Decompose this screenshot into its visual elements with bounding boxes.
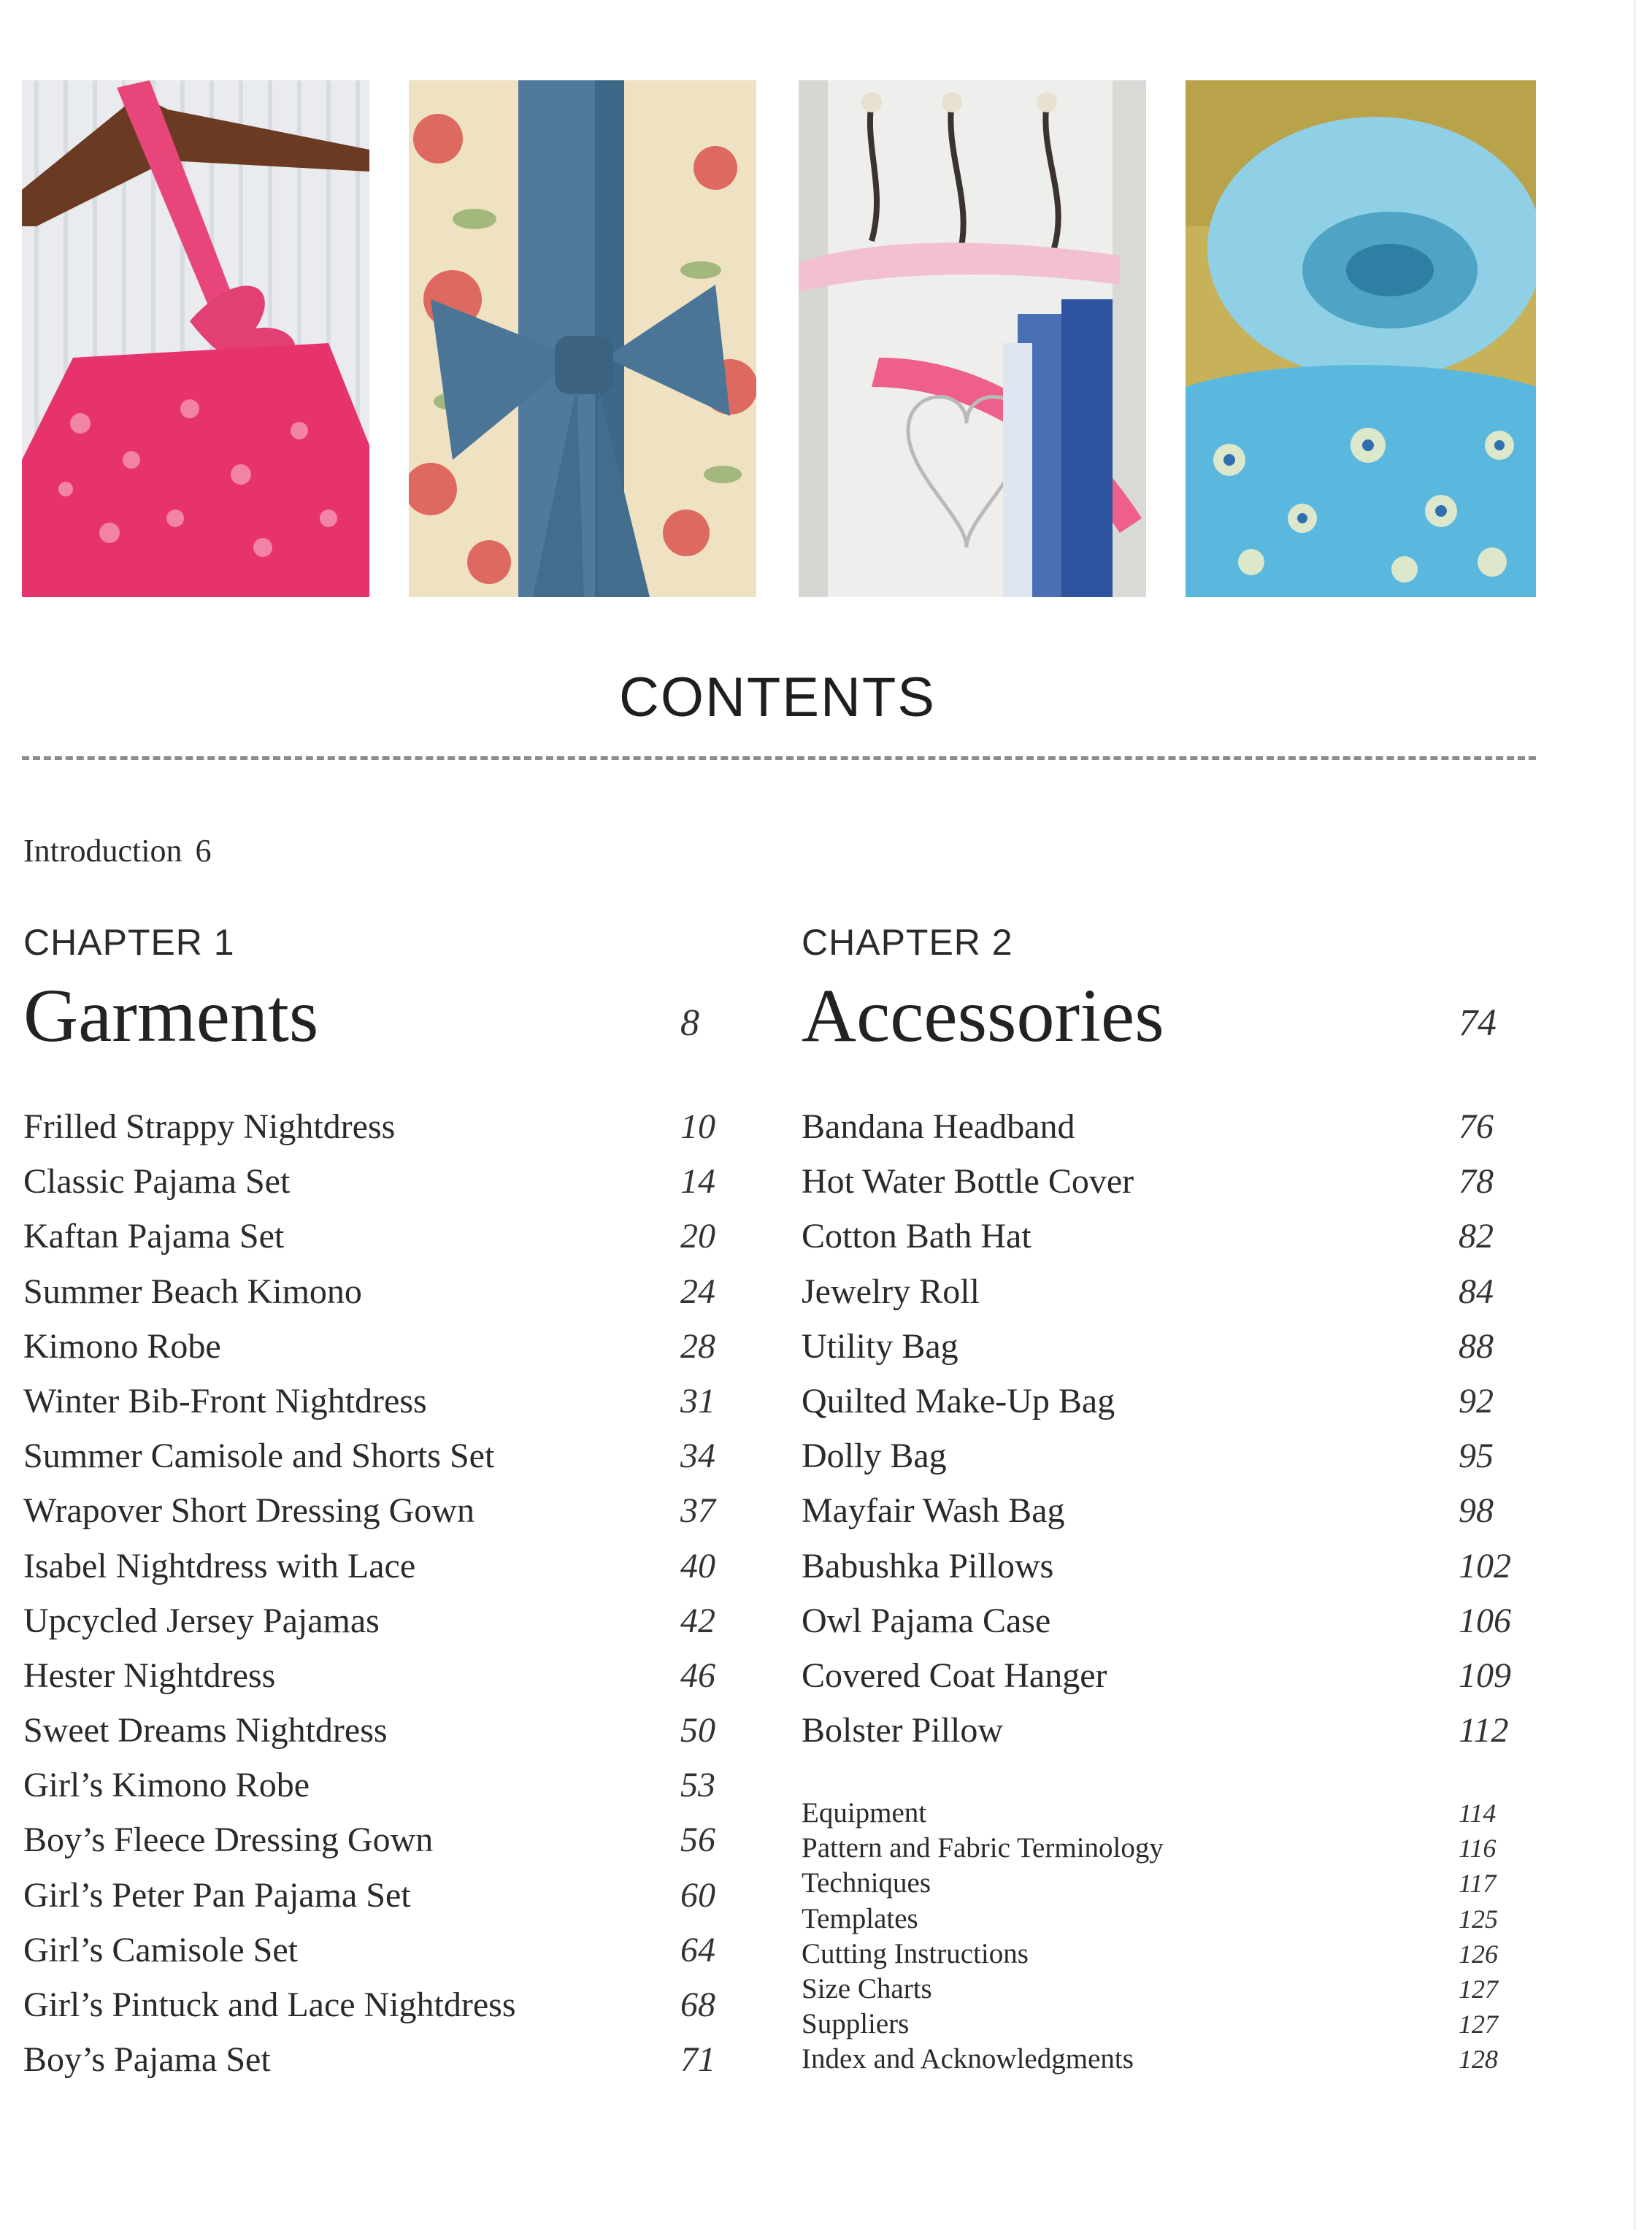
toc-title: Covered Coat Hanger [802, 1656, 1107, 1695]
chapter-heading[interactable] [802, 972, 1532, 1082]
toc-page: 98 [1459, 1491, 1494, 1531]
toc-page: 68 [680, 1985, 715, 2024]
toc-title: Techniques [802, 1867, 931, 1899]
dashed-divider [22, 756, 1536, 760]
toc-page: 112 [1459, 1711, 1509, 1750]
toc-entry[interactable] [802, 1703, 1561, 1758]
toc-title: Winter Bib-Front Nightdress [23, 1381, 427, 1420]
toc-entry[interactable] [802, 1937, 1561, 1972]
toc-entry[interactable] [23, 1099, 783, 1154]
toc-title: Wrapover Short Dressing Gown [23, 1491, 475, 1531]
toc-entry[interactable] [23, 1264, 783, 1319]
toc-introduction[interactable] [23, 832, 212, 869]
toc-page: 71 [680, 2040, 715, 2080]
toc-page: 102 [1459, 1546, 1511, 1585]
toc-title: Sweet Dreams Nightdress [23, 1711, 388, 1750]
toc-page: 125 [1459, 1904, 1498, 1934]
toc-title: Babushka Pillows [802, 1546, 1054, 1585]
toc-title: Frilled Strappy Nightdress [23, 1107, 396, 1146]
toc-page: 64 [680, 1930, 715, 1969]
toc-title: Boy’s Fleece Dressing Gown [23, 1820, 434, 1860]
toc-page: 88 [1459, 1326, 1494, 1366]
toc-title: Jewelry Roll [802, 1272, 980, 1311]
toc-entry[interactable] [23, 1539, 783, 1593]
toc-title: Suppliers [802, 2008, 910, 2040]
photo-drawstring-bag [1186, 80, 1536, 597]
toc-entry[interactable] [802, 1539, 1561, 1593]
toc-entry[interactable] [802, 1319, 1561, 1374]
toc-page: 78 [1459, 1162, 1494, 1201]
toc-title: Bolster Pillow [802, 1711, 1004, 1750]
toc-entry[interactable] [23, 1923, 783, 1977]
toc-entry[interactable] [802, 1648, 1561, 1703]
photo-pink-camisole [22, 80, 369, 597]
toc-entry[interactable] [802, 1264, 1561, 1319]
toc-entry[interactable] [23, 1374, 783, 1429]
toc-page: 128 [1459, 2045, 1498, 2075]
toc-page: 50 [680, 1711, 715, 1750]
toc-entry[interactable] [23, 1868, 783, 1923]
toc-title: Utility Bag [802, 1326, 958, 1366]
toc-page: 42 [680, 1601, 715, 1640]
chapter-label: CHAPTER 2 [802, 922, 1013, 963]
chapter-1-list [23, 1099, 783, 2087]
toc-page: 24 [680, 1272, 715, 1311]
toc-entry[interactable] [802, 1154, 1561, 1209]
toc-entry[interactable] [802, 1831, 1561, 1866]
chapter-2-section [802, 921, 1532, 1750]
photo-coat-hanger [799, 80, 1146, 597]
toc-title: Hester Nightdress [23, 1656, 276, 1695]
toc-title: Size Charts [802, 1972, 932, 2004]
toc-page: 106 [1459, 1601, 1511, 1640]
toc-page: 116 [1459, 1834, 1497, 1864]
toc-page: 53 [680, 1766, 715, 1805]
toc-page: 10 [680, 1107, 715, 1146]
toc-title: Hot Water Bottle Cover [802, 1162, 1134, 1201]
toc-title: Dolly Bag [802, 1437, 947, 1476]
chapter-label: CHAPTER 1 [23, 922, 235, 963]
toc-entry[interactable] [23, 1483, 783, 1538]
chapter-page: 8 [680, 1002, 699, 1044]
toc-title: Isabel Nightdress with Lace [23, 1546, 416, 1585]
toc-entry[interactable] [802, 1902, 1561, 1937]
toc-entry[interactable] [802, 1483, 1561, 1538]
chapter-2-list [802, 1099, 1561, 1758]
photo-floral-robe [409, 80, 756, 597]
toc-title: Index and Acknowledgments [802, 2043, 1134, 2075]
chapter-name: Garments [23, 974, 319, 1058]
toc-page: 76 [1459, 1107, 1494, 1146]
chapter-name: Accessories [802, 974, 1164, 1058]
toc-title: Pattern and Fabric Terminology [802, 1832, 1164, 1864]
toc-title: Upcycled Jersey Pajamas [23, 1601, 380, 1640]
chapter-page: 74 [1459, 1002, 1497, 1044]
toc-entry[interactable] [23, 1319, 783, 1374]
toc-entry[interactable] [802, 1972, 1561, 2007]
toc-entry[interactable] [802, 1374, 1561, 1429]
toc-title: Owl Pajama Case [802, 1601, 1051, 1640]
toc-entry[interactable] [23, 2032, 783, 2087]
toc-title: Girl’s Pintuck and Lace Nightdress [23, 1985, 516, 2024]
toc-title: Equipment [802, 1797, 927, 1829]
toc-title: Girl’s Peter Pan Pajama Set [23, 1875, 411, 1915]
toc-title: Girl’s Kimono Robe [23, 1766, 310, 1805]
toc-page: 114 [1459, 1799, 1497, 1828]
toc-page: 127 [1459, 2010, 1498, 2039]
toc-title: Girl’s Camisole Set [23, 1930, 298, 1969]
toc-page: 20 [680, 1217, 715, 1256]
toc-title: Summer Beach Kimono [23, 1272, 362, 1311]
toc-entry[interactable] [23, 1593, 783, 1648]
toc-entry[interactable] [802, 1209, 1561, 1264]
toc-entry[interactable] [23, 1812, 783, 1867]
toc-page: 56 [680, 1820, 715, 1860]
toc-page: 117 [1459, 1869, 1497, 1899]
toc-entry[interactable] [23, 1648, 783, 1703]
toc-page: 95 [1459, 1437, 1494, 1476]
toc-entry[interactable] [23, 1209, 783, 1264]
toc-entry[interactable] [23, 1429, 783, 1483]
toc-entry[interactable] [23, 1977, 783, 2032]
chapter-1-section [23, 921, 753, 2080]
toc-page: 109 [1459, 1656, 1511, 1695]
toc-entry[interactable] [802, 1429, 1561, 1483]
toc-page: 92 [1459, 1381, 1494, 1420]
page-title: CONTENTS [619, 666, 936, 728]
toc-title: Cutting Instructions [802, 1937, 1029, 1969]
toc-page: 46 [680, 1656, 715, 1695]
toc-title: Bandana Headband [802, 1107, 1075, 1146]
toc-title: Kaftan Pajama Set [23, 1217, 285, 1256]
back-matter-list [802, 1796, 1561, 2077]
toc-page: 126 [1459, 1939, 1498, 1969]
chapter-heading[interactable] [23, 972, 753, 1082]
toc-page: 6 [195, 833, 212, 869]
toc-page: 28 [680, 1326, 715, 1366]
toc-page: 14 [680, 1162, 715, 1201]
toc-entry[interactable] [802, 1593, 1561, 1648]
toc-page: 60 [680, 1875, 715, 1915]
toc-entry[interactable] [23, 1154, 783, 1209]
toc-page: 34 [680, 1437, 715, 1476]
toc-title: Templates [802, 1902, 918, 1934]
toc-entry[interactable] [802, 1099, 1561, 1154]
toc-entry[interactable] [802, 2007, 1561, 2042]
toc-entry[interactable] [802, 1796, 1561, 1831]
toc-title: Quilted Make-Up Bag [802, 1381, 1115, 1420]
toc-title: Kimono Robe [23, 1326, 221, 1366]
toc-page: 40 [680, 1546, 715, 1585]
toc-entry[interactable] [802, 2042, 1561, 2077]
toc-title: Boy’s Pajama Set [23, 2040, 271, 2080]
toc-title: Mayfair Wash Bag [802, 1491, 1065, 1531]
toc-entry[interactable] [23, 1703, 783, 1758]
toc-title: Introduction [23, 833, 183, 869]
toc-page: 37 [680, 1491, 715, 1531]
toc-page: 127 [1459, 1974, 1498, 2004]
toc-page: 82 [1459, 1217, 1494, 1256]
toc-entry[interactable] [802, 1866, 1561, 1901]
toc-title: Summer Camisole and Shorts Set [23, 1437, 495, 1476]
toc-page: 31 [680, 1381, 715, 1420]
toc-title: Cotton Bath Hat [802, 1217, 1031, 1256]
toc-page: 84 [1459, 1272, 1494, 1311]
page-gutter [1634, 0, 1636, 2230]
toc-entry[interactable] [23, 1758, 783, 1812]
toc-title: Classic Pajama Set [23, 1162, 291, 1201]
